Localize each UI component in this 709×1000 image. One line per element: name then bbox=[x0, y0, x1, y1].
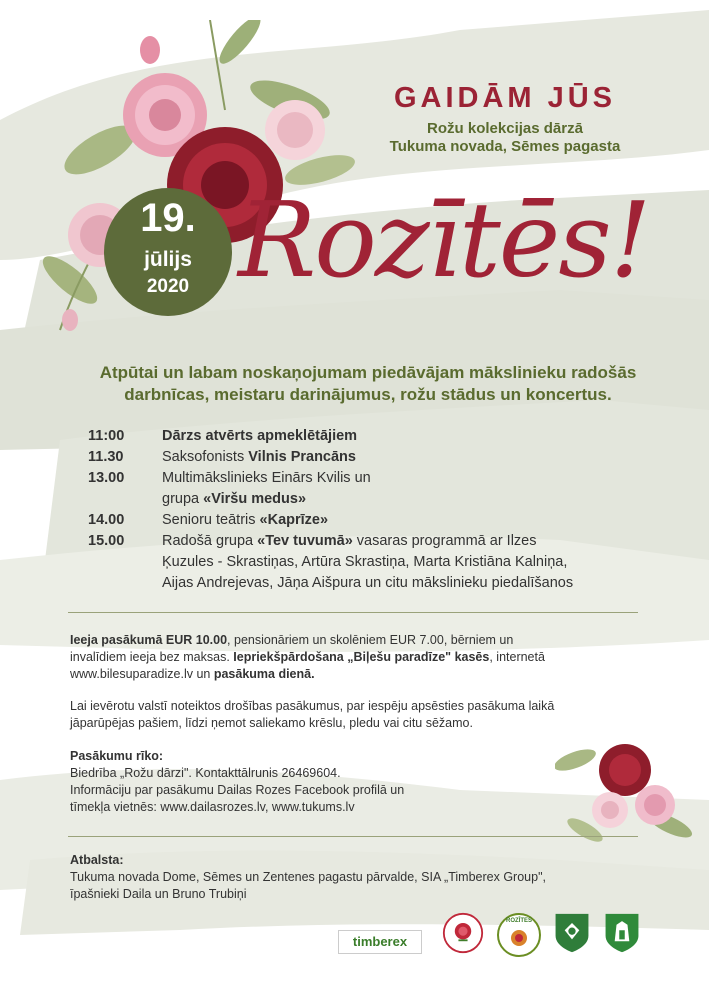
schedule-row bbox=[88, 489, 648, 510]
safety-info bbox=[70, 698, 630, 732]
schedule-row bbox=[88, 573, 648, 594]
headline: GAIDĀM JŪS bbox=[393, 82, 617, 114]
subtitle-line-1: Rožu kolekcijas dārzā bbox=[427, 120, 583, 137]
date-badge bbox=[104, 188, 232, 316]
ticket-price: Ieeja pasākumā EUR 10.00 bbox=[70, 633, 228, 647]
schedule-list bbox=[88, 426, 648, 594]
schedule-text: «Tev tuvumā» bbox=[257, 533, 353, 549]
schedule-row bbox=[88, 531, 648, 552]
organizer-info bbox=[70, 748, 550, 816]
rozites-logo bbox=[496, 912, 542, 958]
schedule-text: «Viršu medus» bbox=[203, 491, 307, 507]
organizer-line: Biedrība „Rožu dārzi". Kontakttālrunis 26469604. bbox=[70, 766, 341, 780]
schedule-row bbox=[88, 468, 648, 489]
schedule-text: Ķuzules - Skrastiņas, Artūra Skrastiņa, Marta Kristiāna Kalniņa, bbox=[162, 554, 568, 570]
schedule-text: Senioru teātris bbox=[162, 512, 260, 528]
schedule-description bbox=[162, 426, 648, 447]
schedule-row bbox=[88, 447, 648, 468]
schedule-time bbox=[88, 573, 162, 594]
schedule-text: Multimākslinieks Einārs Kvilis un bbox=[162, 470, 371, 486]
schedule-description bbox=[162, 468, 648, 489]
ticket-line2: invalīdiem ieeja bez maksas. bbox=[70, 650, 234, 664]
safety-line: jāparūpējas pašiem, līdzi ņemot saliekamo krēslu, pledu vai citu sēžamo. bbox=[70, 716, 473, 730]
timberex-logo bbox=[338, 930, 422, 954]
schedule-text: Radošā grupa bbox=[162, 533, 258, 549]
schedule-row bbox=[88, 552, 648, 573]
schedule-time: 15.00 bbox=[88, 533, 125, 549]
schedule-text: «Kaprīze» bbox=[259, 512, 329, 528]
ticket-presale: Iepriekšpārdošana „Biļešu paradīze" kasēs bbox=[233, 650, 490, 664]
date-month: jūlijs bbox=[144, 248, 192, 271]
date-year: 2020 bbox=[146, 276, 190, 297]
schedule-time bbox=[88, 489, 162, 510]
schedule-text: vasaras programmā ar Ilzes bbox=[352, 533, 537, 549]
intro-text: Atpūtai un labam noskaņojumam piedāvājam mākslinieku radošās darbnīcas, meistaru darinājumus, rožu stādus un koncertus. bbox=[99, 363, 637, 404]
support-line: Tukuma novada Dome, Sēmes un Zentenes pagastu pārvalde, SIA „Timberex Group", bbox=[70, 870, 546, 884]
tukums-coat-of-arms bbox=[602, 912, 642, 954]
divider-bottom bbox=[68, 836, 638, 837]
ticket-line2-tail: , internetā bbox=[489, 650, 545, 664]
rose-corner-illustration bbox=[555, 720, 695, 850]
schedule-description bbox=[162, 573, 648, 594]
rozites-logo-text: ROZĪTES bbox=[505, 918, 532, 924]
schedule-description bbox=[162, 552, 648, 573]
rose-society-logo bbox=[440, 912, 486, 954]
schedule-time: 11:00 bbox=[88, 428, 125, 444]
schedule-description bbox=[162, 510, 648, 531]
semes-coat-of-arms bbox=[552, 912, 592, 954]
ticket-line3: www.bilesuparadize.lv un bbox=[70, 667, 214, 681]
schedule-text: Vilnis Prancāns bbox=[248, 449, 356, 465]
schedule-text: grupa bbox=[162, 491, 204, 507]
organizer-line: tīmekļa vietnēs: www.dailasrozes.lv, www.tukums.lv bbox=[70, 800, 355, 814]
schedule-time: 11.30 bbox=[88, 449, 124, 465]
schedule-time bbox=[88, 552, 162, 573]
timberex-logo-text: timberex bbox=[352, 934, 408, 949]
divider-top bbox=[68, 612, 638, 613]
schedule-text: Saksofonists bbox=[162, 449, 249, 465]
subtitle-line-2: Tukuma novada, Sēmes pagasta bbox=[389, 138, 621, 155]
schedule-text: Dārzs atvērts apmeklētājiem bbox=[162, 428, 358, 444]
schedule-description bbox=[162, 489, 648, 510]
schedule-row bbox=[88, 426, 648, 447]
schedule-description bbox=[162, 531, 648, 552]
event-title: Rozītēs! bbox=[238, 179, 650, 301]
organizer-heading: Pasākumu rīko: bbox=[70, 749, 164, 763]
support-heading: Atbalsta: bbox=[70, 853, 124, 867]
schedule-time: 14.00 bbox=[88, 512, 125, 528]
schedule-description bbox=[162, 447, 648, 468]
schedule-text: Aijas Andrejevas, Jāņa Aišpura un citu mākslinieku piedalīšanos bbox=[162, 575, 574, 591]
schedule-time: 13.00 bbox=[88, 470, 125, 486]
safety-line: Lai ievērotu valstī noteiktos drošības pasākumus, par iespēju apsēsties pasākuma laikā bbox=[70, 699, 555, 713]
date-day: 19. bbox=[140, 196, 196, 240]
support-line: īpašnieki Daila un Bruno Trubiņi bbox=[70, 887, 247, 901]
ticket-line1: , pensionāriem un skolēniem EUR 7.00, bērniem un bbox=[227, 633, 514, 647]
schedule-row bbox=[88, 510, 648, 531]
ticket-info bbox=[70, 632, 590, 683]
organizer-line: Informāciju par pasākumu Dailas Rozes Facebook profilā un bbox=[70, 783, 405, 797]
ticket-event-day: pasākuma dienā. bbox=[213, 667, 315, 681]
support-info bbox=[70, 852, 630, 903]
